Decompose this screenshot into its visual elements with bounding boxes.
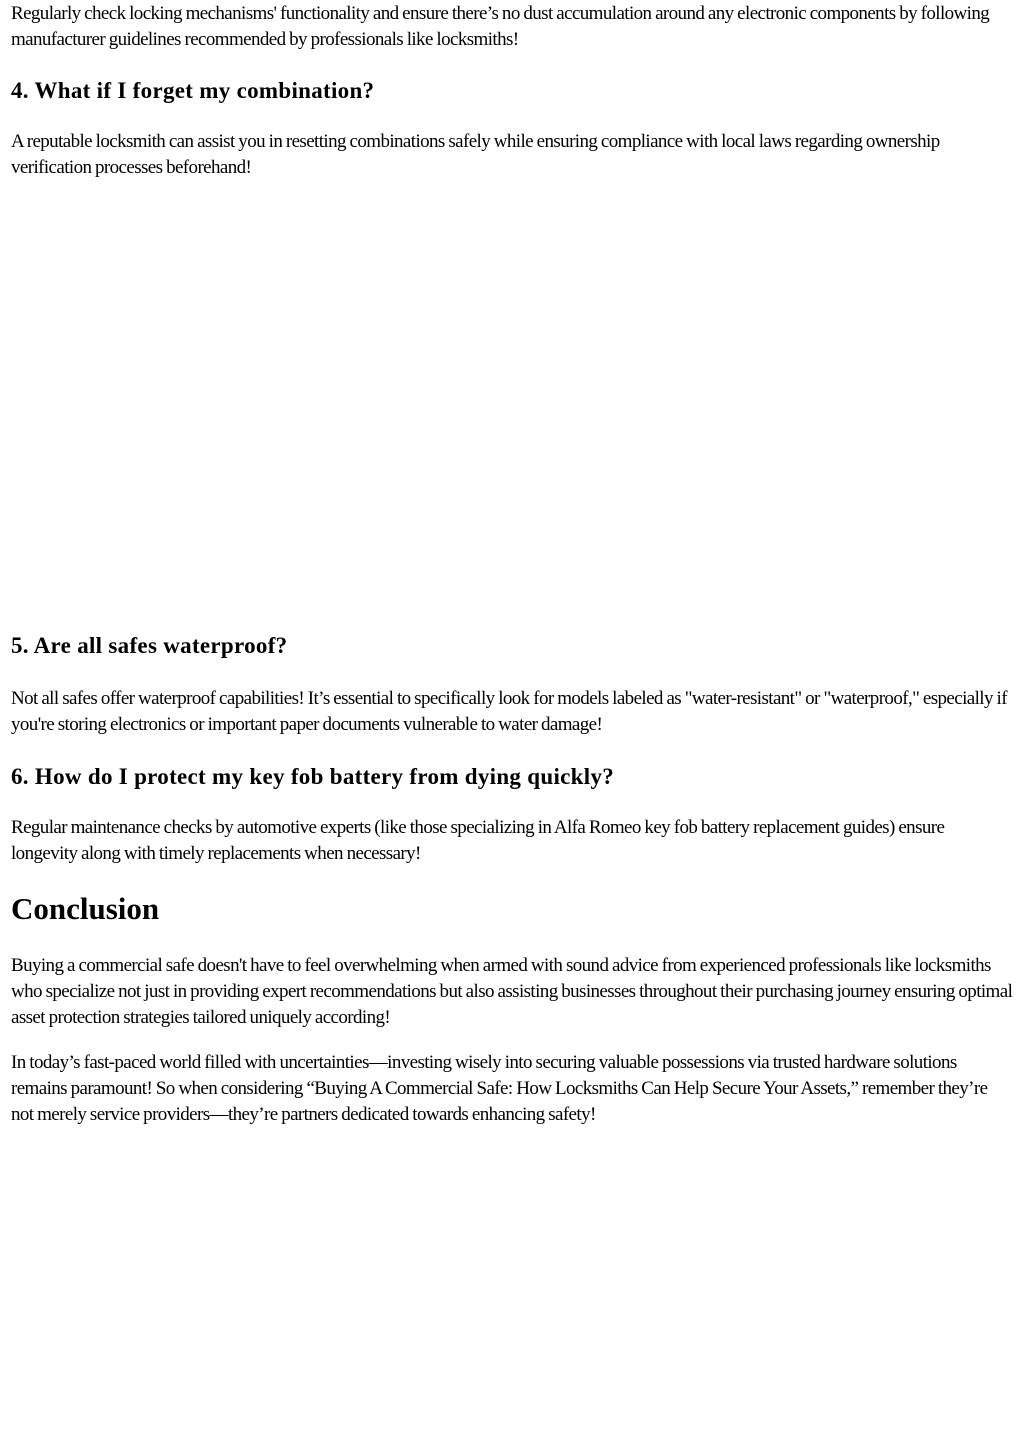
- conclusion-heading: Conclusion: [11, 891, 160, 926]
- faq-answer-combination: A reputable locksmith can assist you in resetting combinations safely while ensuring compliance with local laws regarding ownership verification processes beforehand!: [11, 131, 940, 178]
- conclusion-paragraph: Buying a commercial safe doesn't have to feel overwhelming when armed with sound advice from experienced professionals like locksmiths who specialize not just in providing expert recommendations but also assisting businesses throughout their purchasing journey ensuring optimal asset protection strategies tailored uniquely according!: [11, 955, 1013, 1028]
- faq-answer-waterproof: Not all safes offer waterproof capabilities! It’s essential to specifically look for models labeled as "water-resistant" or "waterproof," especially if you're storing electronics or important paper documents vulnerable to water damage!: [11, 688, 1007, 735]
- faq-heading-key-fob: 6. How do I protect my key fob battery from dying quickly?: [11, 764, 615, 789]
- conclusion-paragraph: In today’s fast-paced world filled with uncertainties—investing wisely into securing valuable possessions via trusted hardware solutions remains paramount! So when considering “Buying A Commercial Safe: How Locksmiths Can Help Secure Your Assets,” remember they’re not merely service providers—they’re partners dedicated towards enhancing safety!: [11, 1052, 988, 1125]
- faq-answer-key-fob: Regular maintenance checks by automotive experts (like those specializing in Alfa Romeo key fob battery replacement guides) ensure longevity along with timely replacements when necessary!: [11, 817, 945, 864]
- intro-paragraph: Regularly check locking mechanisms' functionality and ensure there’s no dust accumulation around any electronic components by following manufacturer guidelines recommended by professionals like locksmiths!: [11, 3, 990, 50]
- faq-heading-combination: 4. What if I forget my combination?: [11, 78, 375, 103]
- faq-heading-waterproof: 5. Are all safes waterproof?: [11, 633, 288, 658]
